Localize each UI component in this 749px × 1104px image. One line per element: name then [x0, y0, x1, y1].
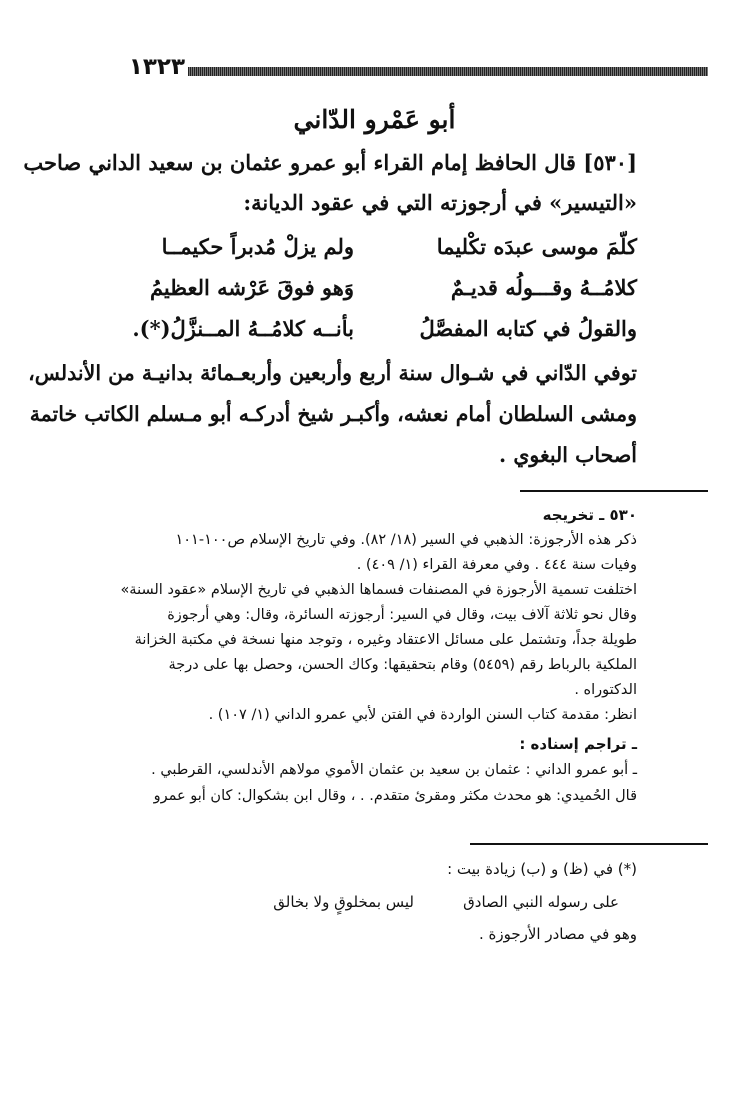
- page-number: ١٣٢٣: [128, 54, 185, 80]
- takhrij-line: اختلفت تسمية الأرجوزة في المصنفات فسماها الذهبي في تاريخ الإسلام «عقود السنة»: [120, 582, 637, 598]
- takhrij-line: وقال نحو ثلاثة آلاف بيت، وقال في السير: أرجوزته السائرة، وقال: وهي أرجوزة: [167, 607, 637, 623]
- takhrij-line: طويلة جداً، وتشتمل على مسائل الاعتقاد وغيره ، وتوجد منها نسخة في مكتبة الخزانة: [134, 632, 637, 648]
- takhrij-heading: ٥٣٠ ـ تخريجه: [542, 506, 637, 524]
- entry-intro-line: «التيسير» في أرجوزته التي في عقود الديانة:: [243, 190, 637, 215]
- takhrij-line: الدكتوراه .: [574, 682, 637, 698]
- verse-hemistich-left: وَهو فوقَ عَرْشه العظيمُ: [149, 275, 354, 300]
- body-line: أصحاب البغوي .: [499, 443, 637, 467]
- footnote-separator: [470, 843, 708, 845]
- takhrij-line: انظر: مقدمة كتاب السنن الواردة في الفتن لأبي عمرو الداني (١/ ١٠٧) .: [208, 707, 637, 723]
- isnad-heading: ـ تراجم إسناده :: [519, 735, 637, 753]
- verse-hemistich-right: والقولُ في كتابه المفصَّلُ: [419, 316, 637, 341]
- footnote-verse-left: ليس بمخلوقٍ ولا بخالق: [273, 893, 414, 911]
- footnote-verse-right: على رسوله النبي الصادق: [463, 893, 619, 911]
- verse-hemistich-left: بأنــه كلامُــهُ المــنزَّلُ(*).: [132, 316, 354, 341]
- entry-title: أبو عَمْرو الدّاني: [293, 105, 456, 134]
- verse-hemistich-right: كلامُــهُ وقـــولُه قديـمٌ: [450, 275, 637, 300]
- notes-separator: [520, 490, 708, 492]
- footnote-closing: وهو في مصادر الأرجوزة .: [478, 925, 637, 943]
- body-line: توفي الدّاني في شـوال سنة أربع وأربعين وأربعـمائة بدانيـة من الأندلس،: [28, 361, 637, 385]
- verse-hemistich-left: ولم يزلْ مُدبراً حكيمــا: [161, 234, 354, 259]
- isnad-line: ـ أبو عمرو الداني : عثمان بن سعيد بن عثمان الأموي مولاهم الأندلسي، القرطبي .: [151, 762, 637, 778]
- isnad-line: قال الحُميدي: هو محدث مكثر ومقرئ متقدم. . ، وقال ابن بشكوال: كان أبو عمرو: [153, 788, 637, 804]
- footnote-intro: (*) في (ظ) و (ب) زيادة بيت :: [447, 860, 637, 878]
- body-line: ومشى السلطان أمام نعشه، وأكبـر شيخ أدركـه أبو مـسلم الكاتب خاتمة: [29, 402, 637, 426]
- takhrij-line: الملكية بالرباط رقم (٥٤٥٩) وقام بتحقيقها: وكاك الحسن، وحصل بها على درجة: [168, 657, 637, 673]
- entry-intro-line: [٥٣٠] قال الحافظ إمام القراء أبو عمرو عثمان بن سعيد الداني صاحب: [23, 150, 637, 175]
- verse-hemistich-right: كلّمَ موسى عبدَه تكْليما: [436, 234, 637, 259]
- takhrij-line: ذكر هذه الأرجوزة: الذهبي في السير (١٨/ ٨٢). وفي تاريخ الإسلام ص١٠٠-١٠١: [175, 532, 637, 548]
- takhrij-line: وفيات سنة ٤٤٤ . وفي معرفة القراء (١/ ٤٠٩) .: [356, 557, 637, 573]
- header-rule: [188, 67, 708, 76]
